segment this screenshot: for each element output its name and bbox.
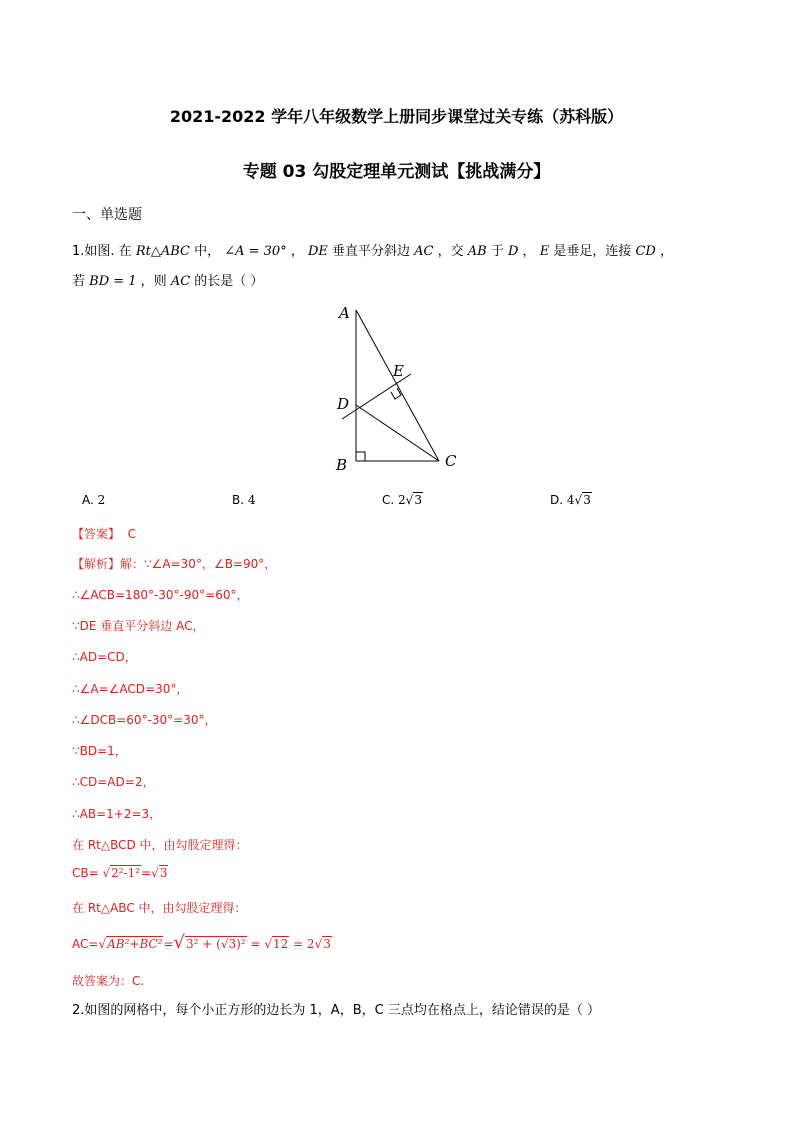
option-b[interactable]: B. 4 — [232, 493, 256, 507]
ac-formula: AC=√AB²+BC²=√3² + (√3)² = √12 = 2√3 — [72, 932, 331, 953]
answer-line: 【答案】 C — [72, 527, 137, 541]
cb-formula: CB= √2²-1²=√3 — [72, 866, 168, 880]
segment-cd — [356, 405, 439, 461]
analysis-step: ∴CD=AD=2， — [72, 775, 155, 789]
section-heading: 一、单选题 — [72, 207, 142, 223]
option-c[interactable]: C. 2√3 — [382, 493, 422, 507]
analysis-step: ∴∠DCB=60°-30°=30°， — [72, 713, 217, 727]
label-c: C — [445, 452, 457, 470]
question-2: 2.如图的网格中，每个小正方形的边长为 1，A，B，C 三点均在格点上，结论错误的是（ ） — [72, 1003, 600, 1018]
right-angle-mark-b — [356, 452, 365, 461]
question-1-line-1: 1.如图. 在 Rt△ABC 中， ∠A = 30° ， DE 垂直平分斜边 AC ，交 AB 于 D ， E 是垂足，连接 CD ， — [72, 244, 673, 259]
analysis-step: 在 Rt△BCD 中，由勾股定理得： — [72, 838, 248, 852]
label-b: B — [336, 456, 348, 474]
document-title: 2021-2022 学年八年级数学上册同步课堂过关专练（苏科版） — [169, 107, 624, 126]
question-1-line-2: 若 BD = 1 ，则 AC 的长是（ ） — [72, 274, 264, 289]
analysis-step: ∴∠ACB=180°-30°-90°=60°， — [72, 588, 249, 602]
analysis-step: ∵BD=1， — [72, 744, 127, 758]
analysis-step: ∴∠A=∠ACD=30°， — [72, 682, 189, 696]
analysis-step: ∵DE 垂直平分斜边 AC， — [72, 619, 205, 633]
option-a[interactable]: A. 2 — [82, 493, 106, 507]
line-de — [342, 374, 411, 419]
option-d[interactable]: D. 4√3 — [550, 493, 591, 507]
analysis-line-1: 【解析】解：∵∠A=30°，∠B=90°， — [72, 557, 277, 571]
label-a: A — [339, 304, 350, 322]
segment-ac — [356, 310, 439, 461]
analysis-step: ∴AD=CD， — [72, 650, 137, 664]
document-subtitle: 专题 03 勾股定理单元测试【挑战满分】 — [242, 162, 551, 182]
label-d: D — [337, 395, 350, 413]
triangle-figure — [325, 300, 470, 480]
final-answer: 故答案为：C. — [72, 974, 145, 988]
analysis-step: 在 Rt△ABC 中，由勾股定理得： — [72, 901, 247, 915]
analysis-step: ∴AB=1+2=3， — [72, 807, 162, 821]
label-e: E — [393, 362, 404, 380]
